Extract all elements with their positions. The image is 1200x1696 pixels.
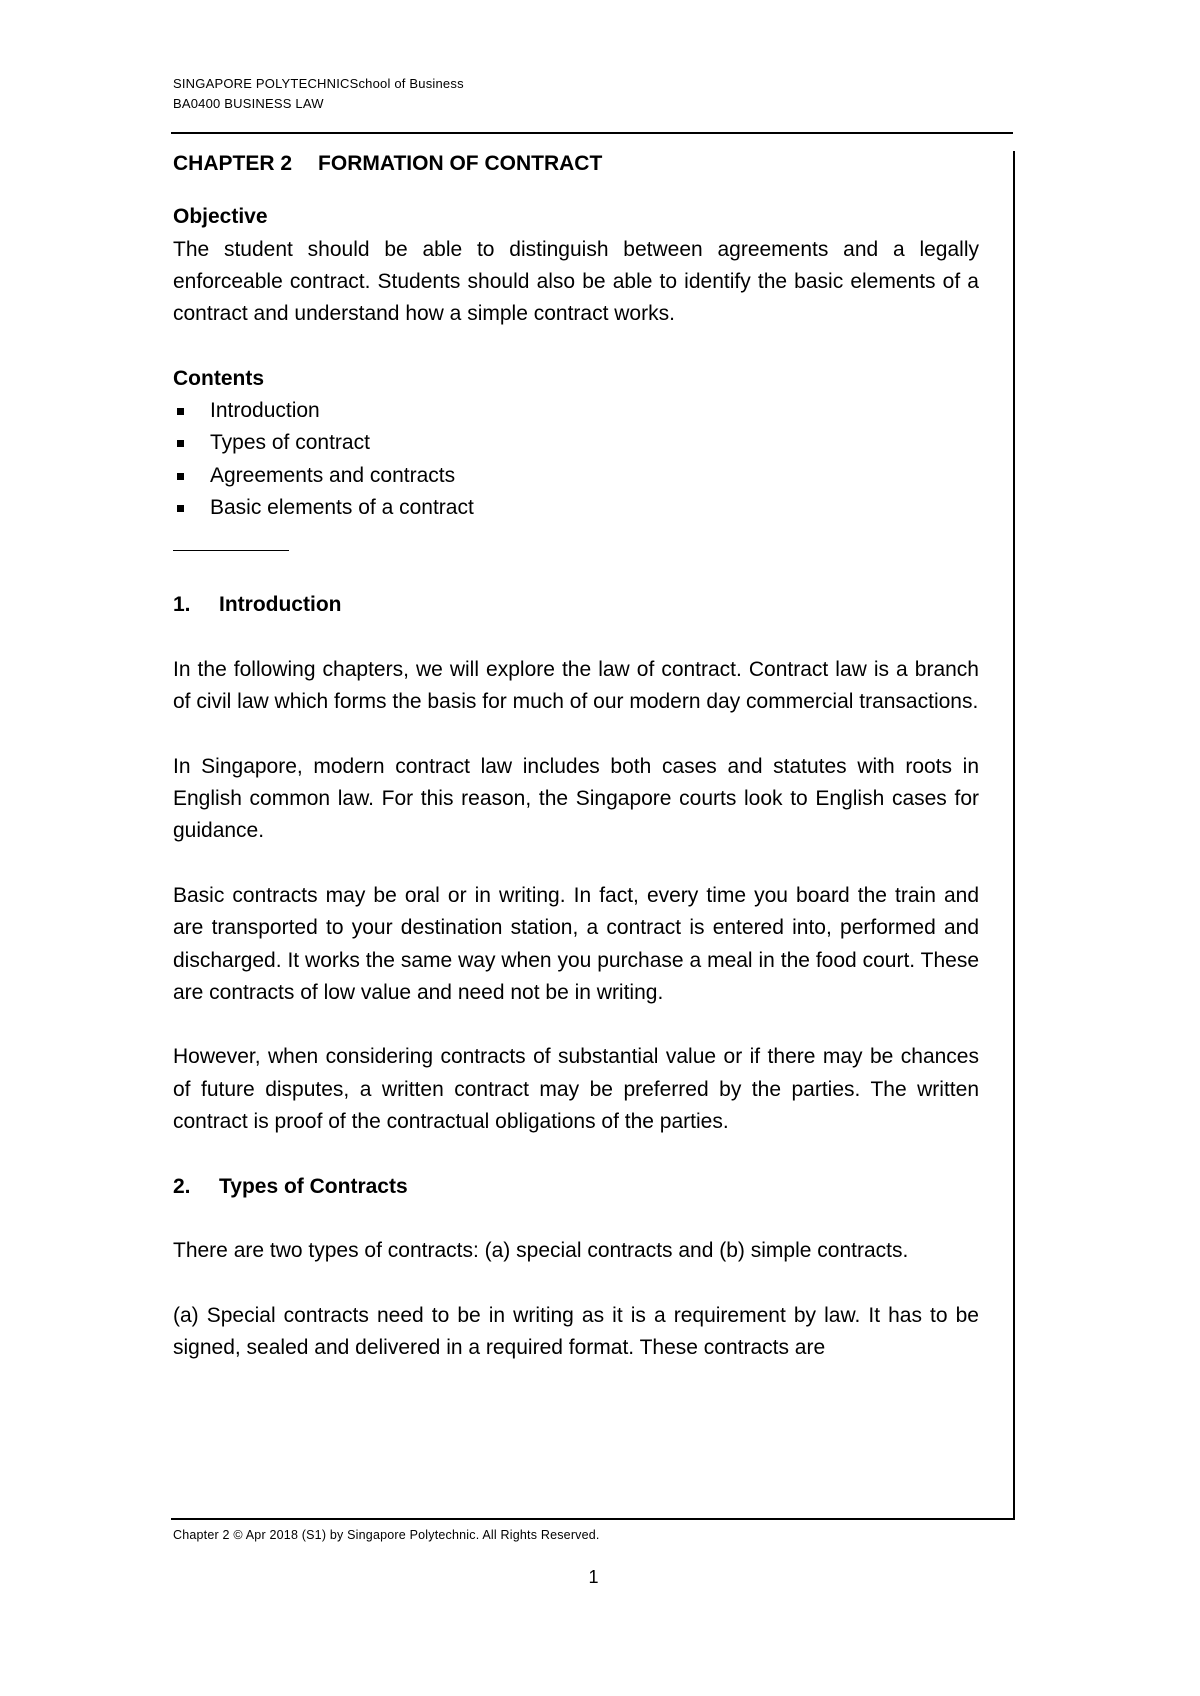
document-footer: Chapter 2 © Apr 2018 (S1) by Singapore Polytechnic. All Rights Reserved.: [173, 1528, 600, 1542]
paragraph: In Singapore, modern contract law includes both cases and statutes with roots in English common law. For this reason, the Singapore courts look to English cases for guidance.: [173, 754, 979, 843]
contents-label: Contents: [173, 366, 264, 390]
section-2-title: Types of Contracts: [219, 1174, 408, 1198]
contents-list: [173, 395, 979, 524]
section-1-title: Introduction: [219, 593, 342, 617]
paragraph: Basic contracts may be oral or in writing. In fact, every time you board the train and are transported to your destination station, a contract is entered into, performed and discharged. It works the same way when you purchase a meal in the food court. These are contracts of low value and need not be in writing.: [173, 883, 979, 1004]
bullet-icon: [177, 505, 184, 512]
footer-divider: [171, 1518, 1015, 1520]
list-item: Types of contract: [173, 427, 979, 459]
objective-text: The student should be able to distinguish between agreements and a legally enforceable contract. Students should also be able to identify the basic elements of a contract and understand how a simple contract works.: [173, 237, 979, 326]
document-header: [173, 74, 464, 114]
list-item: Agreements and contracts: [173, 460, 979, 492]
header-course: BA0400 BUSINESS LAW: [173, 96, 324, 111]
section-separator: [173, 550, 289, 551]
paragraph: In the following chapters, we will explore the law of contract. Contract law is a branch of civil law which forms the basis for much of our modern day commercial transactions.: [173, 657, 979, 714]
section-1-number: 1.: [173, 593, 191, 617]
bullet-icon: [177, 473, 184, 480]
header-institution: SINGAPORE POLYTECHNICSchool of Business: [173, 76, 464, 91]
right-margin-rule: [1013, 151, 1015, 1519]
objective-label: Objective: [173, 205, 268, 229]
bullet-icon: [177, 440, 184, 447]
chapter-number: CHAPTER 2: [173, 152, 293, 175]
page-number: 1: [588, 1567, 599, 1587]
header-divider: [171, 132, 1013, 134]
paragraph: There are two types of contracts: (a) special contracts and (b) simple contracts.: [173, 1239, 909, 1263]
paragraph: However, when considering contracts of substantial value or if there may be chances of future disputes, a written contract may be preferred by the parties. The written contract is proof of the contractual obligations of the parties.: [173, 1045, 979, 1134]
section-1-heading: [173, 589, 979, 621]
paragraph: (a) Special contracts need to be in writing as it is a requirement by law. It has to be signed, sealed and delivered in a required format. These contracts are: [173, 1303, 979, 1360]
section-2-heading: [173, 1171, 979, 1203]
list-item: Introduction: [173, 395, 979, 427]
bullet-icon: [177, 408, 184, 415]
list-item: Basic elements of a contract: [173, 492, 979, 524]
section-2-number: 2.: [173, 1174, 191, 1198]
chapter-name: FORMATION OF CONTRACT: [318, 152, 603, 175]
chapter-title: [173, 148, 979, 180]
document-body: [173, 148, 979, 1364]
